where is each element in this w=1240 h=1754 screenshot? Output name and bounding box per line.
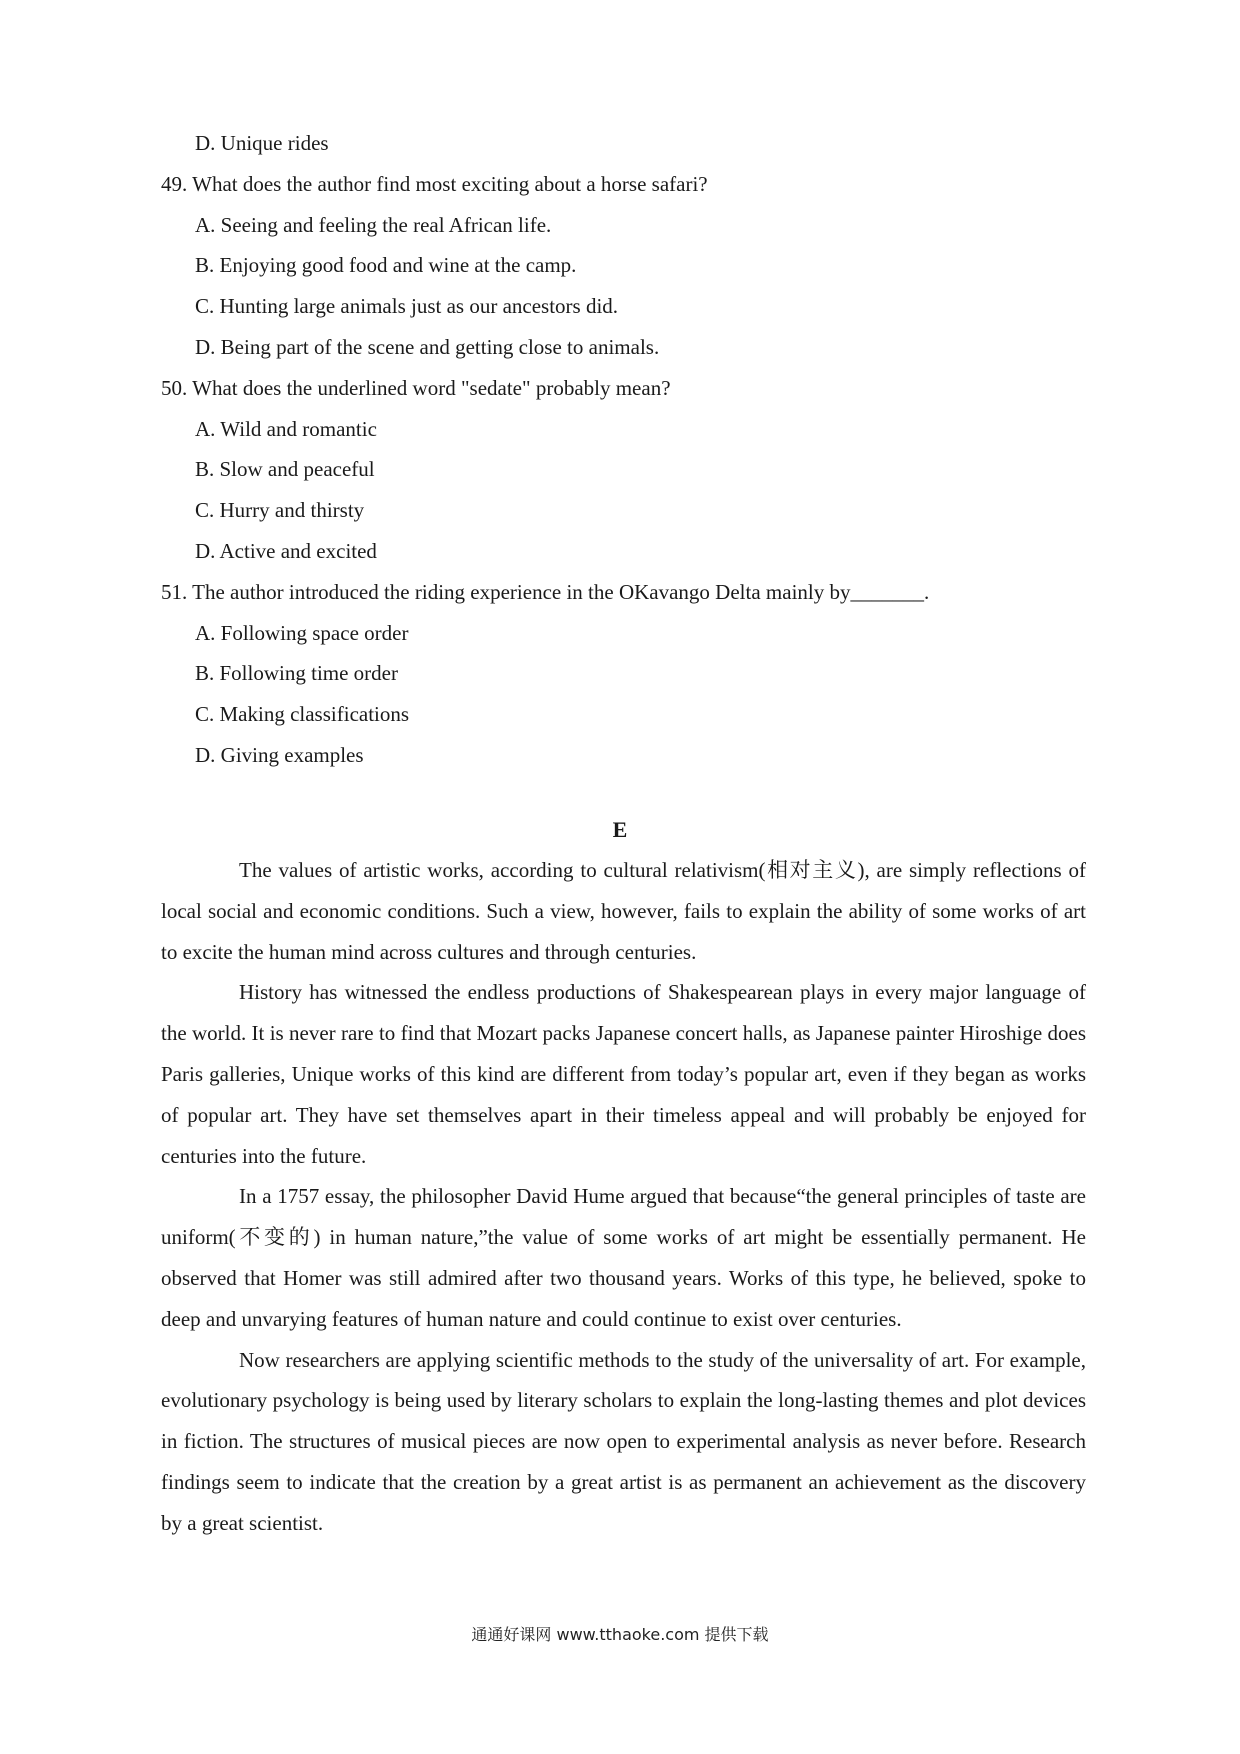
page-footer: 通通好课网 www.tthaoke.com 提供下载 xyxy=(471,1625,769,1644)
option-49-b: B. Enjoying good food and wine at the camp. xyxy=(195,253,577,278)
section-heading: E xyxy=(612,817,628,842)
reading-passage xyxy=(161,850,1086,1544)
option-50-a: A. Wild and romantic xyxy=(195,416,377,441)
question-49-stem: 49. What does the author find most exciting about a horse safari? xyxy=(161,171,708,196)
passage-paragraph-2: History has witnessed the endless productions of Shakespearean plays in every major language of the world. It is never rare to find that Mozart packs Japanese concert halls, as Japanese painter Hiroshige does Paris galleries, Unique works of this kind are different from today’s popular art, even if they began as works of popular art. They have set themselves apart in their timeless appeal and will probably be enjoyed for centuries into the future. xyxy=(161,980,1086,1168)
option-50-b: B. Slow and peaceful xyxy=(195,457,375,482)
question-50-stem: 50. What does the underlined word "sedate" probably mean? xyxy=(161,375,671,400)
option-51-c: C. Making classifications xyxy=(195,702,410,727)
option-51-a: A. Following space order xyxy=(195,620,409,645)
option-51-d: D. Giving examples xyxy=(195,742,364,767)
option-50-c: C. Hurry and thirsty xyxy=(195,498,365,523)
option-51-b: B. Following time order xyxy=(195,661,398,686)
option-49-c: C. Hunting large animals just as our ancestors did. xyxy=(195,294,619,319)
option-49-a: A. Seeing and feeling the real African life. xyxy=(195,212,552,237)
passage-paragraph-4: Now researchers are applying scientific methods to the study of the universality of art. For example, evolutionary psychology is being used by literary scholars to explain the long-lasting themes and plot devices in fiction. The structures of musical pieces are now open to experimental analysis as never before. Research findings seem to indicate that the creation by a great artist is as permanent an achievement as the discovery by a great scientist. xyxy=(161,1347,1086,1535)
passage-paragraph-3: In a 1757 essay, the philosopher David Hume argued that because“the general principles of taste are uniform(不变的) in human nature,”the value of some works of art might be essentially permanent. He observed that Homer was still admired after two thousand years. Works of this type, he believed, spoke to deep and unvarying features of human nature and could continue to exist over centuries. xyxy=(161,1184,1086,1331)
option-49-d: D. Being part of the scene and getting close to animals. xyxy=(195,334,660,359)
question-51-stem: 51. The author introduced the riding experience in the OKavango Delta mainly by_______. xyxy=(161,579,930,604)
passage-paragraph-1: The values of artistic works, according to cultural relativism(相对主义), are simply reflections of local social and economic conditions. Such a view, however, fails to explain the ability of some works of art to excite the human mind across cultures and through centuries. xyxy=(161,858,1086,964)
option-48-d: D. Unique rides xyxy=(195,131,329,155)
option-50-d: D. Active and excited xyxy=(195,538,377,563)
question-list xyxy=(161,123,1081,776)
